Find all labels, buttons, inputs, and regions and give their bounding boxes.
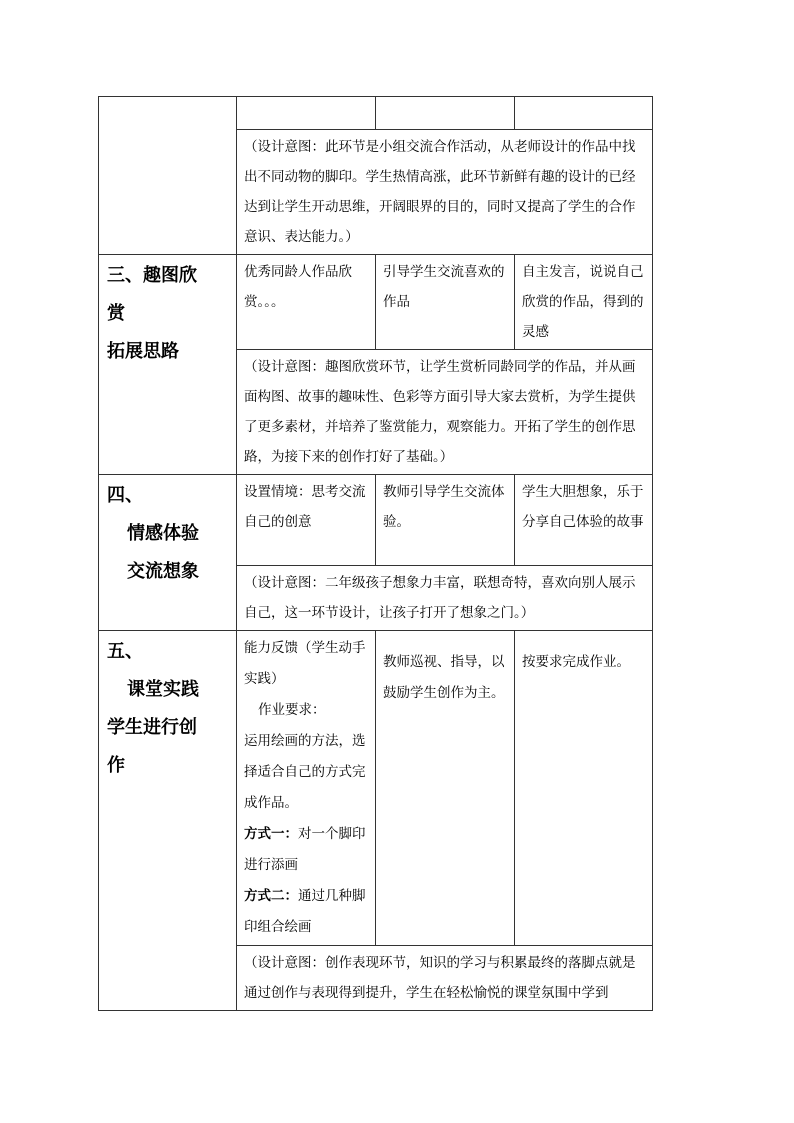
way-two-text: 通过几种脚印组合绘画 [244,888,366,935]
student-activity-cell [515,255,653,350]
design-intent-text: （设计意图：创作表现环节，知识的学习与积累最终的落脚点就是通过创作与表现得到提升，学生在轻松愉悦的课堂氛围中学到 [244,955,636,1001]
teacher-activity-cell [376,255,515,350]
assignment-method-text: 运用绘画的方法，选择适合自己的方式完成作品。 [244,733,366,811]
teacher-activity-text: 引导学生交流喜欢的作品 [383,264,505,310]
student-activity-cell [515,475,653,566]
content-cell [237,631,376,946]
teacher-activity-text: 教师引导学生交流体验。 [383,484,505,530]
way-two-label: 方式二： [244,888,298,904]
stage-title-line: 学生进行创 [107,717,197,738]
content-cell [237,255,376,350]
teacher-activity-cell [376,475,515,566]
way-one-label: 方式一： [244,826,298,842]
content-text: 设置情境：思考交流自己的创意 [244,484,366,530]
stage-title-line: 五、 [107,641,143,662]
student-activity-text: 学生大胆想象，乐于分享自己体验的故事 [522,484,644,530]
design-intent-cell [237,946,653,1011]
way-one-item [244,819,370,881]
stage-title-line: 三、趣图欣 [107,265,197,286]
way-one-text: 对一个脚印进行添画 [244,826,366,873]
teacher-activity-text: 教师巡视、指导，以鼓励学生创作为主。 [383,654,505,701]
stage-cell [99,255,237,475]
teacher-cell-empty [376,97,515,130]
content-cell [237,475,376,566]
student-activity-text: 按要求完成作业。 [522,654,630,670]
stage-cell [99,475,237,631]
student-activity-cell [515,631,653,946]
stage-cell [99,631,237,1011]
table-row [99,475,653,566]
assignment-requirement-label: 作业要求： [258,702,326,718]
stage-title-line: 拓展思路 [107,341,179,362]
table-row [99,255,653,350]
content-cell-empty [237,97,376,130]
content-text: 优秀同龄人作品欣赏。。。 [244,264,352,310]
student-cell-empty [515,97,653,130]
stage-cell-empty [99,97,237,255]
design-intent-text: （设计意图：此环节是小组交流合作活动，从老师设计的作品中找出不同动物的脚印。学生热情高涨，此环节新鲜有趣的设计的已经达到让学生开动思维，开阔眼界的目的，同时又提高了学生的合作意识、表达能力。） [244,139,636,245]
design-intent-text: （设计意图：二年级孩子想象力丰富，联想奇特，喜欢向别人展示自己，这一环节设计，让孩子打开了想象之门。） [244,575,636,621]
design-intent-cell [237,566,653,631]
stage-title-line: 作 [107,755,125,776]
student-activity-text: 自主发言，说说自己欣赏的作品，得到的灵感 [522,264,644,340]
stage-title-line: 四、 [107,485,143,506]
design-intent-text: （设计意图：趣图欣赏环节，让学生赏析同龄同学的作品，并从画面构图、故事的趣味性、色彩等方面引导大家去赏析，为学生提供了更多素材，并培养了鉴赏能力，观察能力。开拓了学生的创作思路，为接下来的创作打好了基础。） [244,359,636,465]
stage-title-line: 赏 [107,303,125,324]
table-row [99,631,653,946]
teacher-activity-cell [376,631,515,946]
design-intent-cell [237,350,653,475]
practice-title: 能力反馈（学生动手实践） [244,640,366,687]
design-intent-cell [237,130,653,255]
stage-title-line: 课堂实践 [127,679,199,700]
stage-title-line: 情感体验 [127,523,199,544]
way-two-item [244,881,370,943]
table-row [99,97,653,130]
lesson-plan-table [98,96,653,1011]
stage-title-line: 交流想象 [127,561,199,582]
